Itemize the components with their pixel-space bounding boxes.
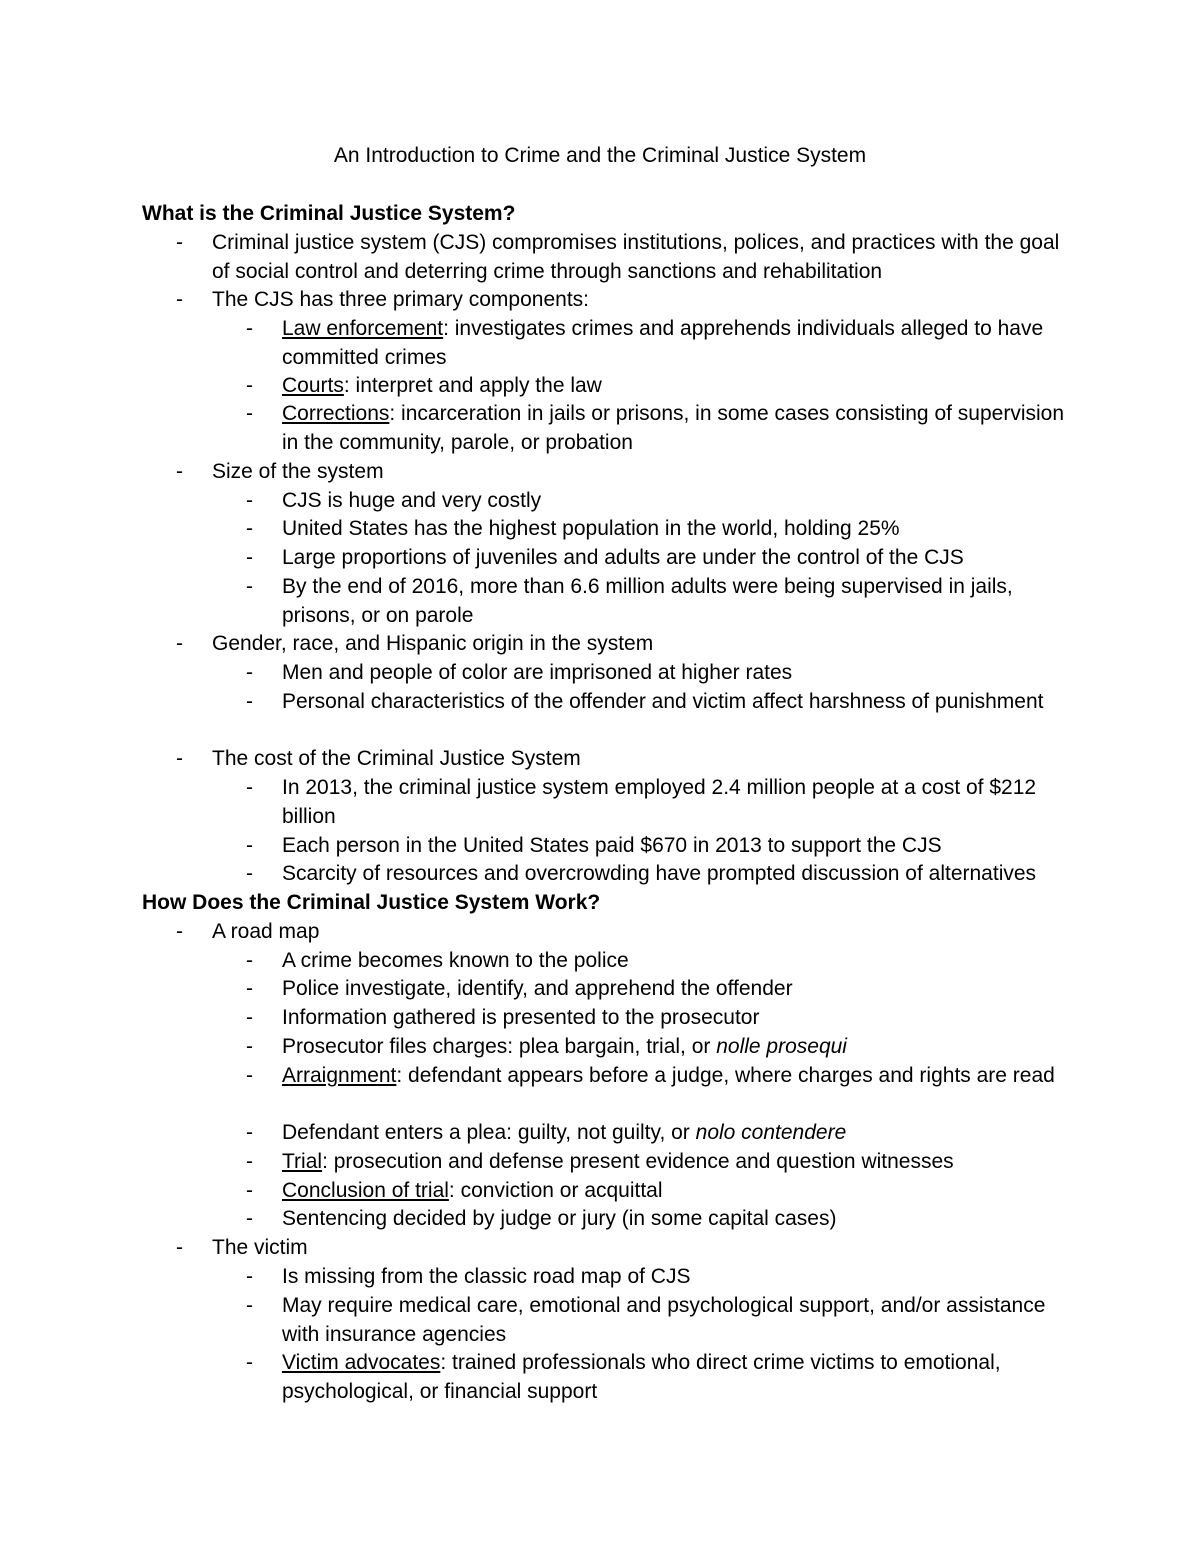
list-item: [176, 918, 1072, 947]
item-text: Police investigate, identify, and apprehend the offender: [282, 977, 793, 1000]
sub-list-item: [246, 1349, 1082, 1406]
bullet-dash: -: [246, 1179, 253, 1202]
bullet-dash: -: [246, 317, 253, 340]
section-heading: How Does the Criminal Justice System Work?: [142, 891, 601, 914]
bullet-dash: -: [246, 1294, 253, 1317]
sub-list-item: [246, 1062, 1082, 1091]
item-text: Sentencing decided by judge or jury (in some capital cases): [282, 1207, 837, 1230]
bullet-dash: -: [246, 546, 253, 569]
sub-list-item: [246, 573, 1082, 630]
item-text: By the end of 2016, more than 6.6 million adults were being supervised in jails, prisons, or on parole: [282, 575, 1013, 627]
item-term: Trial: [282, 1150, 323, 1173]
bullet-dash: -: [246, 489, 253, 512]
list-item: [176, 229, 1072, 286]
bullet-dash: -: [246, 402, 253, 425]
item-text: May require medical care, emotional and psychological support, and/or assistance with insurance agencies: [282, 1294, 1046, 1346]
sub-list-item: [246, 1263, 1082, 1292]
item-term: Arraignment: [282, 1064, 397, 1087]
sub-list-item: [246, 947, 1082, 976]
item-term: Law enforcement: [282, 317, 444, 340]
bullet-dash: -: [246, 977, 253, 1000]
bullet-dash: -: [246, 1150, 253, 1173]
item-text: Large proportions of juveniles and adults are under the control of the CJS: [282, 546, 964, 569]
item-term: Courts: [282, 374, 344, 397]
bullet-dash: -: [246, 661, 253, 684]
list-item: [176, 630, 1072, 659]
sub-list-item: [246, 315, 1082, 372]
item-text: Men and people of color are imprisoned at higher rates: [282, 661, 793, 684]
bullet-dash: -: [246, 1064, 253, 1087]
item-text: Defendant enters a plea: guilty, not guilty, or: [282, 1121, 696, 1144]
item-text: : conviction or acquittal: [448, 1179, 663, 1202]
item-text: Each person in the United States paid $670 in 2013 to support the CJS: [282, 834, 942, 857]
sub-list-item: [246, 860, 1082, 889]
item-text: CJS is huge and very costly: [282, 489, 542, 512]
document-title: An Introduction to Crime and the Criminal Justice System: [333, 144, 867, 167]
item-text: : incarceration in jails or prisons, in some cases consisting of supervision in the community, parole, or probation: [282, 402, 1065, 454]
item-text: A crime becomes known to the police: [282, 949, 629, 972]
bullet-dash: -: [246, 1265, 253, 1288]
item-text: Personal characteristics of the offender and victim affect harshness of punishment: [282, 690, 1044, 713]
item-text: The cost of the Criminal Justice System: [212, 747, 581, 770]
bullet-dash: -: [176, 288, 183, 311]
item-text: Prosecutor files charges: plea bargain, trial, or: [282, 1035, 717, 1058]
item-text: : investigates crimes and apprehends individuals alleged to have committed crimes: [282, 317, 1044, 369]
bullet-dash: -: [246, 690, 253, 713]
item-text: Scarcity of resources and overcrowding have prompted discussion of alternatives: [282, 862, 1037, 885]
sub-list-item: [246, 774, 1082, 831]
bullet-dash: -: [176, 460, 183, 483]
sub-list-item: [246, 400, 1082, 457]
item-term: Victim advocates: [282, 1351, 441, 1374]
sub-list-item: [246, 487, 1082, 516]
sub-list-item: [246, 1205, 1082, 1234]
list-item: [176, 286, 1072, 315]
sub-list-item: [246, 372, 1082, 401]
bullet-dash: -: [246, 949, 253, 972]
list-item: [176, 1234, 1072, 1263]
sub-list-item: [246, 659, 1082, 688]
bullet-dash: -: [176, 747, 183, 770]
bullet-dash: -: [246, 1121, 253, 1144]
bullet-dash: -: [246, 1006, 253, 1029]
bullet-dash: -: [246, 1035, 253, 1058]
list-item: [176, 458, 1072, 487]
item-text: United States has the highest population in the world, holding 25%: [282, 517, 900, 540]
sub-list-item: [246, 544, 1082, 573]
item-text: Is missing from the classic road map of CJS: [282, 1265, 691, 1288]
sub-list-item: [246, 832, 1082, 861]
section-heading: What is the Criminal Justice System?: [142, 202, 516, 225]
item-text: Size of the system: [212, 460, 384, 483]
item-text: : interpret and apply the law: [343, 374, 602, 397]
item-term: Corrections: [282, 402, 390, 425]
sub-list-item: [246, 1004, 1082, 1033]
item-italic: nolo contendere: [695, 1121, 847, 1144]
sub-list-item: [246, 1033, 1082, 1062]
bullet-dash: -: [246, 1207, 253, 1230]
item-text: The CJS has three primary components:: [212, 288, 589, 311]
item-term: Conclusion of trial: [282, 1179, 449, 1202]
bullet-dash: -: [246, 834, 253, 857]
item-text: Information gathered is presented to the prosecutor: [282, 1006, 760, 1029]
bullet-dash: -: [176, 632, 183, 655]
sub-list-item: [246, 1148, 1082, 1177]
bullet-dash: -: [246, 862, 253, 885]
bullet-dash: -: [246, 1351, 253, 1374]
item-text: Criminal justice system (CJS) compromises institutions, polices, and practices with the goal of social control and deterring crime through sanctions and rehabilitation: [212, 231, 1060, 283]
item-text: In 2013, the criminal justice system employed 2.4 million people at a cost of $212 billion: [282, 776, 1037, 828]
sub-list-item: [246, 1119, 1082, 1148]
item-text: Gender, race, and Hispanic origin in the system: [212, 632, 654, 655]
sub-list-item: [246, 1177, 1082, 1206]
item-text: The victim: [212, 1236, 308, 1259]
bullet-dash: -: [246, 776, 253, 799]
bullet-dash: -: [246, 517, 253, 540]
sub-list-item: [246, 1292, 1082, 1349]
sub-list-item: [246, 515, 1082, 544]
bullet-dash: -: [176, 231, 183, 254]
item-italic: nolle prosequi: [716, 1035, 847, 1058]
item-text: : trained professionals who direct crime victims to emotional, psychological, or financial support: [282, 1351, 1001, 1403]
sub-list-item: [246, 688, 1082, 717]
item-text: : prosecution and defense present evidence and question witnesses: [322, 1150, 954, 1173]
item-text: : defendant appears before a judge, where charges and rights are read: [396, 1064, 1055, 1087]
sub-list-item: [246, 975, 1082, 1004]
item-text: A road map: [212, 920, 320, 943]
bullet-dash: -: [246, 374, 253, 397]
bullet-dash: -: [246, 575, 253, 598]
list-item: [176, 745, 1072, 774]
bullet-dash: -: [176, 1236, 183, 1259]
bullet-dash: -: [176, 920, 183, 943]
